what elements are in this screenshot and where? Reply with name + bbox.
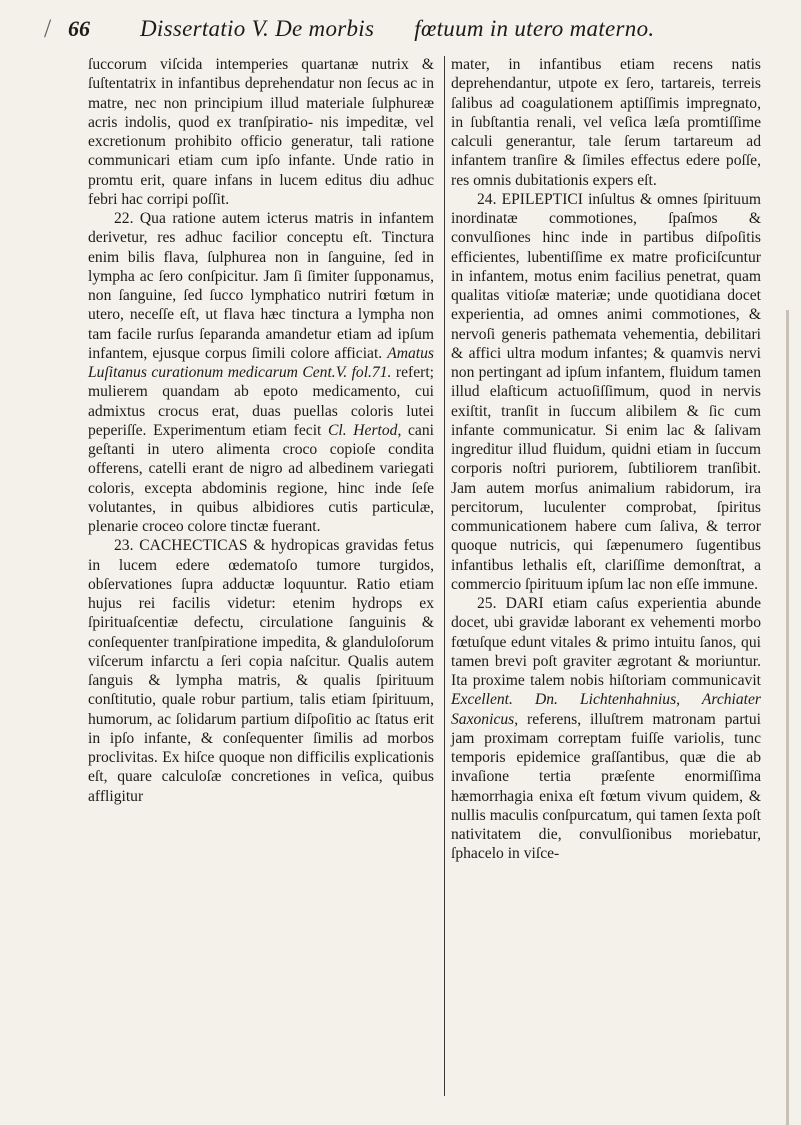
running-header xyxy=(0,10,801,48)
paragraph-23: 23. CACHECTICAS & hydropicas gravidas fetus in lucem edere œdematoſo tumore turgidos, obſervationes ſupra adductæ loquuntur. Ratio etiam hujus rei facilis videtur: etenim hydrops ex ſpirituaſcentiæ defectu, circulatione ſanguinis & conſequenter tranſpiratione impedita, & glanduloſorum viſcerum infarctu a ſeri copia naſcitur. Qualis autem ſanguis & lympha matris, & qualis ſpirituum conſtitutio, quale robur partium, talis etiam ſpirituum, humorum, ac ſolidarum partium diſpoſitio ac ſtatus erit in ipſo infante, & conſequenter ſimilis ad morbos proclivitas. Ex hiſce quoque non difficilis explicationis eſt, quare calculoſæ concretiones in veſica, quibus affligitur xyxy=(88,537,434,805)
paragraph-22-text: 22. Qua ratione autem icterus matris in infantem derivetur, res adhuc facilior conceptu eſt. Tinctura enim bilis flava, ſulphurea non in ſanguine, ſed in lympha ac ſero conſpicitur. Jam ſi ſimiter ſupponamus, non ſanguine, ſed ſucco lymphatico nutriri fœtum in utero, neceſſe eſt, ut flava hæc tinctura a lympha non tam facile rurſus ſeparanda amandetur etiam ad ipſum infantem, ejusque corpus ſimili colore afficiat. xyxy=(88,210,434,362)
margin-mark: / xyxy=(44,14,52,43)
citation-lichtenhahn: Excellent. Dn. Lichtenhahnius, Archiater Saxonicus xyxy=(451,691,761,728)
paragraph-24: 24. EPILEPTICI inſultus & omnes ſpirituum inordinatæ commotiones, ſpaſmos & convulſiones hinc inde in partibus diſpoſitis efficientes, lubentiſſime ex matre proficiſcuntur in infantem, motus enim facilius penetrat, quam qualitas vitioſæ materiæ; unde quotidiana docet experientia, ad omnes animi commotiones, & nervoſi generis pathemata vehementia, debilitari & affici ultra modum infantes; & quamvis nervi non pertingant ad ipſum infantem, fluidum tamen illud elaſticum actuoſiſſimum, quod in nervis exiſtit, tranſit in ſuccum alibilem & ſic cum infante communicatur. Si enim lac & ſalivam ingreditur illud fluidum, quidni etiam in ſuccum corporis noſtri puriorem, ſubtiliorem tranſibit. Jam autem morſus animalium rabidorum, ira percitorum, luculenter comprobat, ſpiritus communicationem habere cum ſaliva, & terror quoque nutricis, qui ſæpenumero ſugentibus infantibus lethalis eſt, clariſſime demonſtrat, a commercio ſpirituum ipſum lac non eſſe immune. xyxy=(451,190,761,593)
paragraph-1: ſuccorum viſcida intemperies quartanæ nutrix & ſuſtentatrix in infantibus deprehendatur non ſecus ac in matre, nec non principium illud materiale ſulphureæ acris indolis, quod ex tranſpiratio- nis impeditæ, vel excretionum prohibito officio generatur, tali ratione communicari etiam cum ipſo infante. Unde ratio in promtu erit, quare infans in lucem editus diu adhuc febri hac corripi poſſit. xyxy=(88,56,434,208)
right-column xyxy=(451,55,761,864)
running-title xyxy=(140,16,654,42)
column-divider xyxy=(444,56,445,1096)
left-column xyxy=(88,55,434,806)
running-title-right: fœtuum in utero materno. xyxy=(414,16,655,41)
page-edge-shadow xyxy=(786,310,789,1125)
paragraph-25-text: 25. DARI etiam caſus experientia abunde docet, ubi gravidæ laborant ex vehementi morbo fœtuſque edunt vitales & primo intuitu ſanos, qui tamen brevi poſt graviter ægrotant & moriuntur. Ita proxime talem nobis hiſtoriam communicavit xyxy=(451,595,761,689)
citation-amatus: Amatus Luſitanus curationum medicarum Cent.V. fol.71. xyxy=(88,344,434,381)
running-title-left: Dissertatio V. De morbis xyxy=(140,16,375,41)
page-number: 66 xyxy=(68,16,90,41)
paragraph-25-text-b: , referens, illuſtrem matronam partui jam proximam correptam fuiſſe variolis, tunc temporis epidemice graſſantibus, quæ die ab invaſione tertia præſente enormiſſima hæmorrhagia enixa eſt fœtum vivum quidem, & nullis maculis conſpurcatum, qui tamen ſexta poſt nativitatem die, convulſionibus moriebatur, ſphacelo in viſce- xyxy=(451,710,761,863)
citation-hertod: Cl. Hertod xyxy=(328,421,398,439)
paragraph-22-text-b: refert; mulierem quandam ab epoto medicamento, cui admixtus crocus erat, duas puellas coloris lutei peperiſſe. Experimentum etiam fecit xyxy=(88,364,434,439)
paragraph-25 xyxy=(451,594,761,864)
paragraph-continued: mater, in infantibus etiam recens natis deprehendantur, utpote ex ſero, tartareis, terreis ſalibus ad coagulationem aptiſſimis impregnato, in ſubſtantia renali, vel veſica læſa promtiſſime calculi generantur, tale ſerum tartareum ad infantem tranſire & ſimiles effectus edere poſſe, res omnis dubitationis expers eſt. xyxy=(451,56,761,189)
paragraph-22-text-c: , cani geſtanti in utero alimenta croco copioſe condita offerens, catelli erant de nigro ad albedinem variegati coloris, excepta abdominis regione, hinc inde ſeſe volutantes, in quibus albidiores cutis particulæ, plenarie croceo colore tinctæ fuerant. xyxy=(88,421,434,535)
paragraph-22 xyxy=(88,209,434,536)
